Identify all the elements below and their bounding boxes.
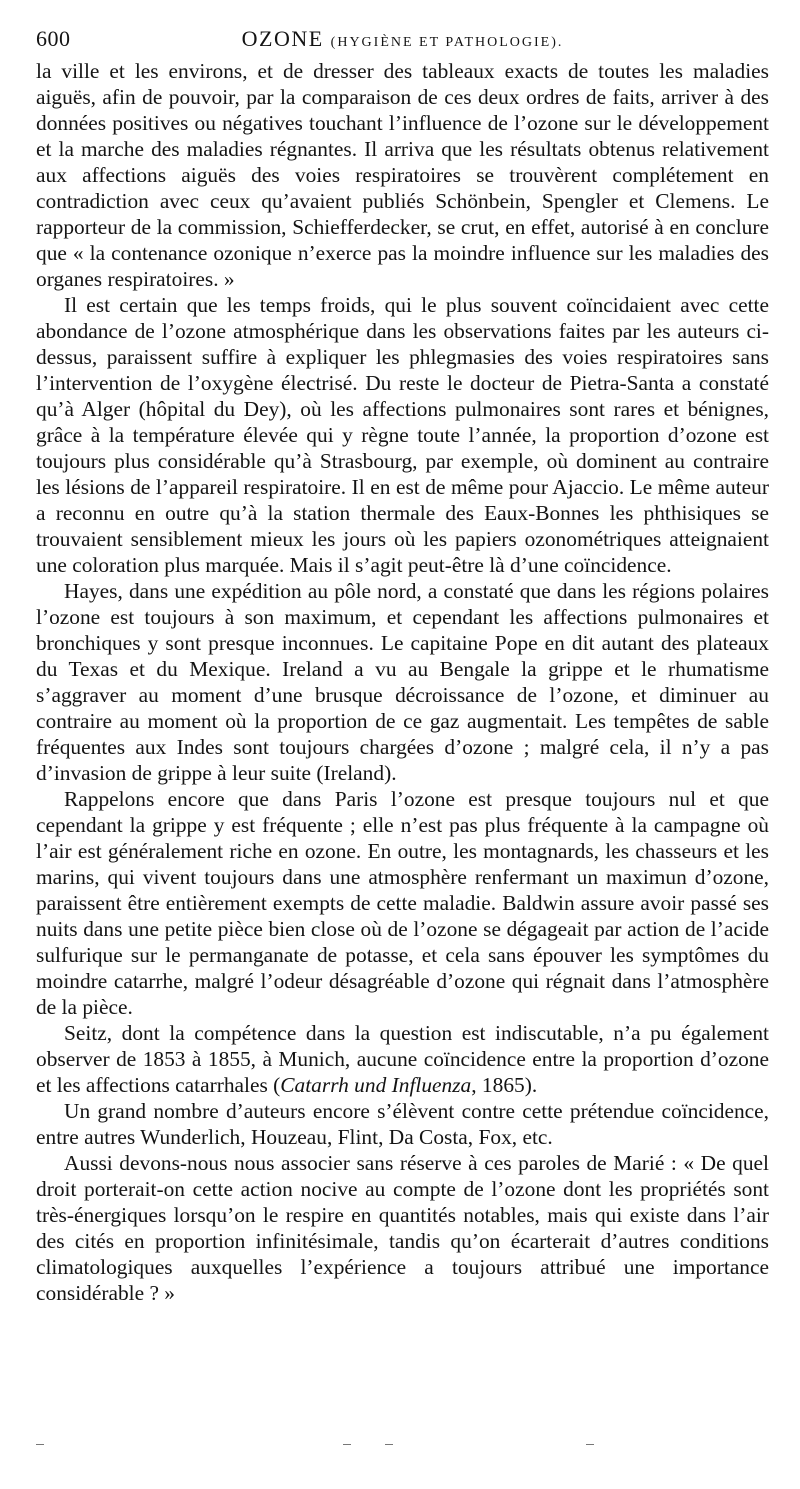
printer-mark — [36, 1444, 44, 1445]
printer-mark — [385, 1444, 393, 1445]
paragraph — [36, 786, 769, 1020]
paragraph — [36, 578, 769, 786]
running-title — [36, 26, 769, 52]
page-number: 600 — [36, 26, 71, 51]
body-text — [36, 58, 769, 1306]
paragraph-text: Un grand nombre d’auteurs encore s’élèvent contre cette prétendue coïncidence, entre autres Wunderlich, Houzeau, Flint, Da Costa, Fox, etc. — [36, 1099, 769, 1149]
paragraph — [36, 58, 769, 292]
paragraph-text: la ville et les environs, et de dresser des tableaux exacts de toutes les maladies aiguës, afin de pouvoir, par la comparaison de ces deux ordres de faits, arriver à des données positives ou négatives touchant l’influence de l’ozone sur le développement et la marche des maladies régnantes. Il arriva que les résultats obtenus relativement aux affections aiguës des voies respiratoires se trouvèrent complétement en contradiction avec ceux qu’avaient publiés Schönbein, Spengler et Clemens. Le rapporteur de la commission, Schiefferdecker, se crut, en effet, autorisé à en conclure que « la contenance ozonique n’exerce pas la moindre influence sur les maladies des organes respiratoires. » — [36, 59, 769, 291]
running-title-main: OZONE — [241, 26, 324, 51]
footer-printer-marks — [36, 1440, 769, 1450]
paragraph-text: , 1865). — [471, 1073, 538, 1097]
paragraph — [36, 1020, 769, 1098]
paragraph-text: Hayes, dans une expédition au pôle nord, a constaté que dans les régions polaires l’ozone est toujours à son maximum, et cependant les affections pulmonaires et bronchiques y sont presque inconnues. Le capitaine Pope en dit autant des plateaux du Texas et du Mexique. Ireland a vu au Bengale la grippe et le rhumatisme s’aggraver au moment d’une brusque décroissance de l’ozone, et diminuer au contraire au moment où la proportion de ce gaz augmentait. Les tempêtes de sable fréquentes aux Indes sont toujours chargées d’ozone ; malgré cela, il n’y a pas d’invasion de grippe à leur suite (Ireland). — [36, 579, 769, 785]
paragraph-text: Aussi devons-nous nous associer sans réserve à ces paroles de Marié : « De quel droit porterait-on cette action nocive au compte de l’ozone dont les propriétés sont très-énergiques lorsqu’on le respire en quantités notables, mais qui existe dans l’air des cités en proportion infinitésimale, tandis qu’on écarterait d’autres conditions climatologiques auxquelles l’expérience a toujours attribué une importance considérable ? » — [36, 1151, 769, 1305]
paragraph-text: Il est certain que les temps froids, qui le plus souvent coïncidaient avec cette abondance de l’ozone atmosphérique dans les observations faites par les auteurs ci-dessus, paraissent suffire à expliquer les phlegmasies des voies respiratoires sans l’intervention de l’oxygène électrisé. Du reste le docteur de Pietra-Santa a constaté qu’à Alger (hôpital du Dey), où les affections pulmonaires sont rares et bénignes, grâce à la température élevée qui y règne toute l’année, la proportion d’ozone est toujours plus considérable qu’à Strasbourg, par exemple, où dominent au contraire les lésions de l’appareil respiratoire. Il en est de même pour Ajaccio. Le même auteur a reconnu en outre qu’à la station thermale des Eaux-Bonnes les phthisiques se trouvaient sensiblement mieux les jours où les papiers ozonométriques atteignaient une coloration plus marquée. Mais il s’agit peut-être là d’une coïncidence. — [36, 293, 769, 577]
paragraph-text: Seitz, dont la compétence dans la question est indiscutable, n’a pu également observer de 1853 à 1855, à Munich, aucune coïncidence entre la proportion d’ozone et les affections catarrhales ( — [36, 1021, 769, 1097]
paragraph — [36, 1098, 769, 1150]
printer-mark — [343, 1444, 351, 1445]
paragraph — [36, 1150, 769, 1306]
paragraph-text: Rappelons encore que dans Paris l’ozone est presque toujours nul et que cependant la grippe y est fréquente ; elle n’est pas plus fréquente à la campagne où l’air est généralement riche en ozone. En outre, les montagnards, les chasseurs et les marins, qui vivent toujours dans une atmosphère renfermant un maximun d’ozone, paraissent être entièrement exempts de cette maladie. Baldwin assure avoir passé ses nuits dans une petite pièce bien close où de l’ozone se dégageait par action de l’acide sulfurique sur le permanganate de potasse, et cela sans épouver les symptômes du moindre catarrhe, malgré l’odeur désagréable d’ozone qui régnait dans l’atmosphère de la pièce. — [36, 787, 769, 1019]
book-page — [36, 26, 769, 1306]
running-header — [36, 26, 769, 58]
running-title-sub: (HYGIÈNE ET PATHOLOGIE). — [330, 35, 564, 50]
printer-mark — [586, 1444, 594, 1445]
paragraph — [36, 292, 769, 578]
italic-citation: Catarrh und Influenza — [280, 1073, 472, 1097]
